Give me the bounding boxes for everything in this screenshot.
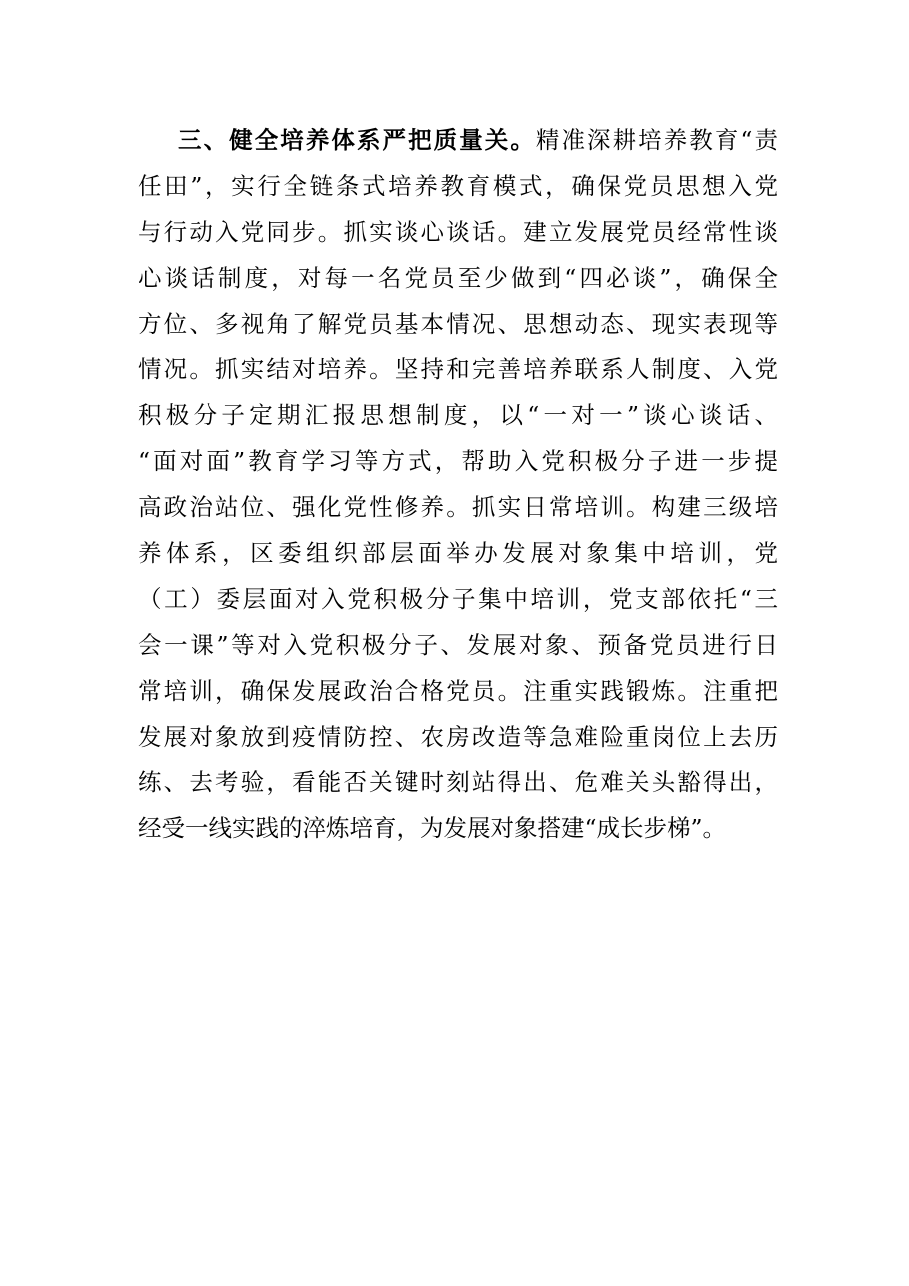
paragraph-line: 发展对象放到疫情防控、农房改造等急难险重岗位上去历 [138,722,778,751]
paragraph-line: （工）委层面对入党积极分子集中培训，党支部依托“三 [138,584,778,613]
paragraph-line: 方位、多视角了解党员基本情况、思想动态、现实表现等 [138,309,778,338]
paragraph-line: 养体系，区委组织部层面举办发展对象集中培训，党 [138,539,778,568]
paragraph-line: 任田”，实行全链条式培养教育模式，确保党员思想入党 [138,171,778,200]
paragraph-line: 会一课”等对入党积极分子、发展对象、预备党员进行日 [138,630,778,659]
paragraph-line: 经受一线实践的淬炼培育，为发展对象搭建“成长步梯”。 [138,814,727,843]
section-heading: 三、健全培养体系严把质量关。 [178,126,536,154]
paragraph-line-text: 精准深耕培养教育“责 [535,126,779,154]
paragraph-line: 积极分子定期汇报思想制度，以“一对一”谈心谈话、 [138,401,778,430]
paragraph-line: 练、去考验，看能否关键时刻站得出、危难关头豁得出， [138,768,778,797]
paragraph-line: 高政治站位、强化党性修养。抓实日常培训。构建三级培 [138,493,778,522]
paragraph-line: 心谈话制度，对每一名党员至少做到“四必谈”，确保全 [138,263,778,292]
paragraph-line: 与行动入党同步。抓实谈心谈话。建立发展党员经常性谈 [138,217,778,246]
paragraph-line: “面对面”教育学习等方式，帮助入党积极分子进一步提 [138,447,778,476]
paragraph-line [138,118,778,164]
paragraph-line: 常培训，确保发展政治合格党员。注重实践锻炼。注重把 [138,676,778,705]
paragraph-section-three [138,118,778,852]
paragraph-line: 情况。抓实结对培养。坚持和完善培养联系人制度、入党 [138,355,778,384]
